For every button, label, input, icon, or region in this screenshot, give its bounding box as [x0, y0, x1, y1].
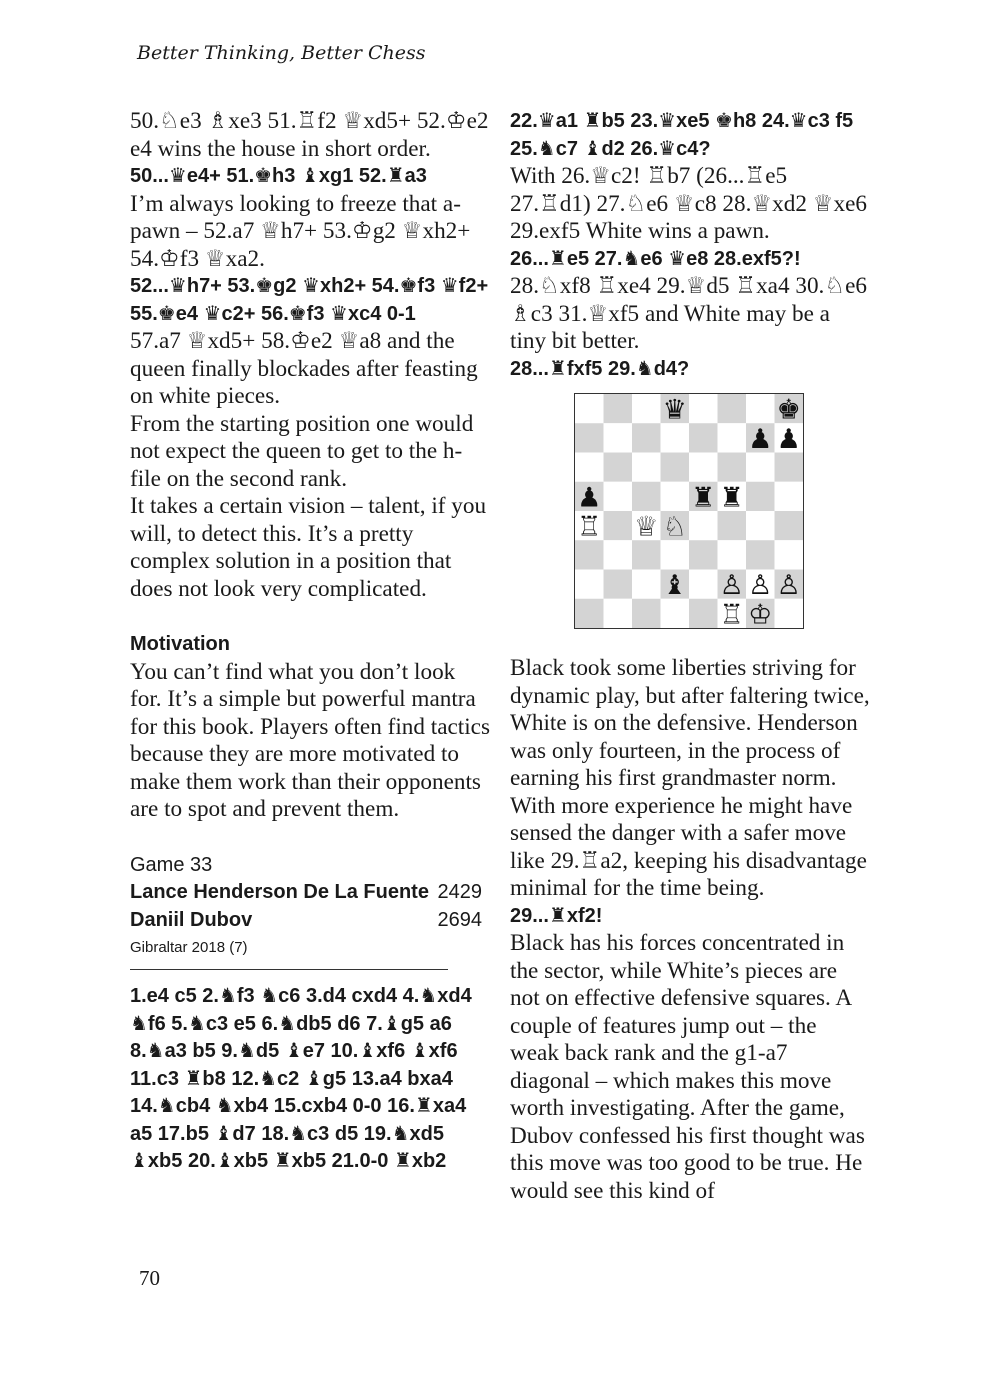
chess-piece: ♝: [662, 570, 687, 602]
board-square: [632, 394, 661, 423]
board-square: [746, 394, 775, 423]
game-moves: 1.e4 c5 2.♞f3 ♞c6 3.d4 cxd4 4.♞xd4 ♞f6 5.♞c3 e5 6.♞db5 d6 7.♝g5 a6 8.♞a3 b5 9.♞d5 ♝e7 10.♝xf6 ♝xf6 11.c3 ♜b8 12.♞c2 ♝g5 13.a4 bxa4 14.♞cb4 ♞xb4 15.cxb4 0-0 16.♜xa4 a5 17.b5 ♝d7 18.♞c3 d5 19.♞xd5 ♝xb5 20.♝xb5 ♜xb5 21.0-0 ♜xb2: [130, 985, 472, 1172]
board-square: [689, 511, 718, 540]
black-player-rating: 2694: [437, 908, 482, 931]
analysis-text: It takes a certain vision – talent, if you will, to detect this. It’s a pretty complex solution in a position that does not look very complicated.: [130, 493, 487, 602]
board-square: [775, 511, 804, 540]
chess-piece: ♖: [719, 599, 744, 628]
section-heading: Motivation: [130, 633, 230, 655]
board-square: [604, 453, 633, 482]
board-square: [718, 511, 747, 540]
board-square: [775, 540, 804, 569]
board-square: [632, 599, 661, 628]
board-square: [746, 511, 775, 540]
chess-board: [575, 394, 803, 628]
chess-piece: ♜: [719, 482, 744, 514]
board-square: [689, 453, 718, 482]
board-square: [632, 423, 661, 452]
game-moves: 26...♜e5 27.♞e6 ♛e8 28.exf5?!: [510, 247, 801, 270]
board-square: [575, 423, 604, 452]
board-square: [661, 453, 690, 482]
board-square: [632, 453, 661, 482]
analysis-text: I’m always looking to freeze that a-pawn – 52.a7 ♕h7+ 53.♔g2 ♕xh2+ 54.♔f3 ♕xa2.: [130, 190, 471, 272]
white-player-rating: 2429: [437, 881, 482, 903]
divider: [130, 969, 448, 970]
analysis-text: 50.♘e3 ♗xe3 51.♖f2 ♕xd5+ 52.♔e2 e4 wins the house in short order.: [130, 108, 489, 162]
board-square: [604, 394, 633, 423]
white-player-row: [130, 879, 482, 907]
board-square: [775, 453, 804, 482]
board-square: [604, 599, 633, 628]
analysis-text: With 26.♕c2! ♖b7 (26...♖e5 27.♖d1) 27.♘e6 ♕c8 28.♕xd2 ♕xe6 29.exf5 White wins a pawn.: [510, 163, 868, 244]
analysis-text: Black has his forces concentrated in the sector, while White’s pieces are not on effective defensive squares. A couple of features jump out – the weak back rank and the g1-a7 diagonal – which makes this move worth investigating. After the game, Dubov confessed his first thought was this move was too good to be true. He would see this kind of: [510, 930, 865, 1204]
running-header: Better Thinking, Better Chess: [137, 42, 426, 64]
chess-piece: ♟: [748, 423, 773, 455]
game-number: Game 33: [130, 853, 213, 876]
game-moves: 50...♛e4+ 51.♚h3 ♝xg1 52.♜a3: [130, 165, 427, 187]
board-square: [689, 540, 718, 569]
board-square: [575, 394, 604, 423]
board-square: [718, 540, 747, 569]
chess-piece: ♛: [662, 394, 687, 426]
event-info: Gibraltar 2018 (7): [130, 939, 248, 956]
chess-piece: ♟: [776, 423, 801, 455]
chess-piece: ♕: [634, 511, 659, 543]
board-square: [689, 599, 718, 628]
board-square: [718, 394, 747, 423]
chess-piece: ♙: [776, 570, 801, 602]
left-column: [130, 108, 490, 1176]
board-square: [775, 599, 804, 628]
board-square: [604, 423, 633, 452]
chess-piece: ♜: [691, 482, 716, 514]
board-square: [575, 540, 604, 569]
board-square: [604, 570, 633, 599]
board-square: [575, 599, 604, 628]
board-square: [689, 394, 718, 423]
board-square: [632, 482, 661, 511]
board-square: [661, 599, 690, 628]
board-square: [604, 511, 633, 540]
chess-piece: ♙: [748, 570, 773, 602]
chess-piece: ♖: [577, 511, 602, 543]
board-square: [775, 482, 804, 511]
chess-diagram: [574, 393, 804, 629]
board-square: [604, 540, 633, 569]
chess-piece: ♔: [748, 599, 773, 628]
board-square: [661, 423, 690, 452]
board-square: [689, 423, 718, 452]
game-moves: 22.♛a1 ♜b5 23.♛xe5 ♚h8 24.♛c3 f5 25.♞c7 ♝d2 26.♛c4?: [510, 110, 854, 160]
board-square: [632, 540, 661, 569]
board-square: [661, 540, 690, 569]
board-square: [689, 570, 718, 599]
board-square: [718, 423, 747, 452]
game-moves: 28...♜fxf5 29.♞d4?: [510, 357, 690, 380]
board-square: [718, 453, 747, 482]
chess-piece: ♟: [577, 482, 602, 514]
black-player-name: Daniil Dubov: [130, 908, 253, 931]
board-square: [746, 453, 775, 482]
game-moves: 52...♛h7+ 53.♚g2 ♛xh2+ 54.♚f3 ♛f2+ 55.♚e4 ♛c2+ 56.♚f3 ♛xc4 0-1: [130, 275, 489, 325]
analysis-text: Black took some liberties striving for dynamic play, but after faltering twice, White is on the defensive. Henderson was only fourteen, in the process of earning his first grandmaster norm. With more experience he might have sensed the danger with a safer move like 29.♖a2, keeping his disadvantage minimal for the time being.: [510, 655, 870, 901]
board-square: [661, 482, 690, 511]
board-square: [604, 482, 633, 511]
right-column: [510, 108, 870, 1205]
board-square: [632, 570, 661, 599]
chess-piece: ♘: [662, 511, 687, 543]
analysis-text: 57.a7 ♕xd5+ 58.♔e2 ♕a8 and the queen finally blockades after feasting on white pieces.: [130, 328, 478, 409]
page-number: 70: [139, 1266, 160, 1290]
white-player-name: Lance Henderson De La Fuente: [130, 881, 429, 903]
body-paragraph: You can’t find what you don’t look for. It’s a simple but powerful mantra for this book. Players often find tactics because they are more motivated to make them work than their opponents are to spot and prevent them.: [130, 658, 490, 822]
board-square: [575, 453, 604, 482]
board-square: [575, 570, 604, 599]
board-graphic: [575, 394, 803, 628]
board-square: [746, 540, 775, 569]
chess-piece: ♙: [719, 570, 744, 602]
game-moves: 29...♜xf2!: [510, 904, 603, 927]
board-square: [746, 482, 775, 511]
chess-piece: ♚: [776, 394, 801, 426]
black-player-row: [130, 907, 482, 935]
analysis-text: From the starting position one would not expect the queen to get to the h-file on the second rank.: [130, 410, 474, 492]
analysis-text: 28.♘xf8 ♖xe4 29.♕d5 ♖xa4 30.♘e6 ♗c3 31.♕xf5 and White may be a tiny bit better.: [510, 273, 868, 354]
